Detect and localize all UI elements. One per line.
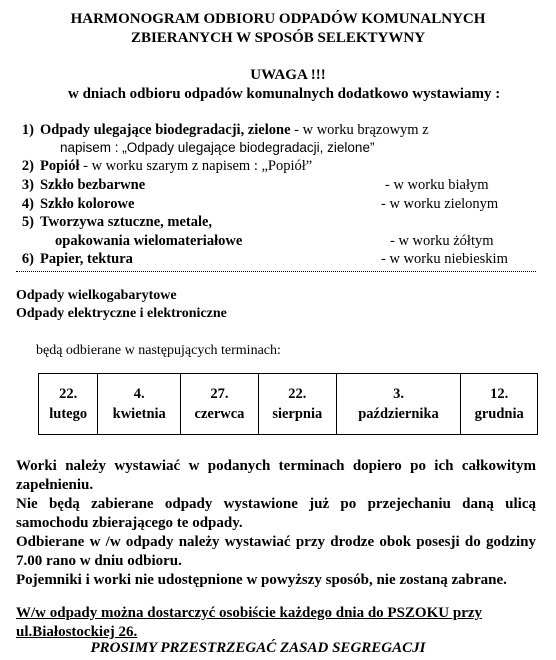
date-day: 22. (59, 386, 78, 402)
item-container: - w worku brązowym z (290, 122, 429, 138)
item-6 (12, 251, 133, 268)
footer-paragraph-3: Odbierane w /w odpady należy wystawiać przy drodze obok posesji do godziny 7.00 rano w dniu odbioru. (16, 534, 536, 569)
bulky-line-1: Odpady wielkogabarytowe (16, 288, 177, 303)
pszok-note: W/w odpady można dostarczyć osobiście każdego dnia do PSZOKU przy (16, 605, 483, 621)
date-month: czerwca (194, 406, 245, 422)
item-5 (12, 214, 212, 231)
footer-paragraph-4: Pojemniki i worki nie udostępnione w powyższy sposób, nie zostaną zabrane. (16, 572, 507, 588)
footer-paragraph-2: Nie będą zabierane odpady wystawione już po przejechaniu daną ulicą samochodu zbierającego te odpady. (16, 496, 536, 531)
dates-table (38, 373, 538, 435)
notice-heading: UWAGA !!! (250, 67, 326, 83)
item-5-name-line-2: opakowania wielomateriałowe (55, 233, 243, 249)
dotted-divider (16, 271, 536, 272)
item-3 (12, 177, 145, 194)
item-number: 6) (21, 251, 34, 267)
date-month: października (358, 406, 439, 422)
date-month: grudnia (474, 406, 524, 422)
item-2 (12, 158, 312, 175)
footer-paragraph-5-line-1 (16, 604, 482, 623)
title-line-1: HARMONOGRAM ODBIORU ODPADÓW KOMUNALNYCH (70, 11, 486, 27)
date-cell (39, 374, 98, 435)
date-day: 27. (210, 386, 229, 402)
bulky-line-2: Odpady elektryczne i elektroniczne (16, 306, 227, 321)
item-name: Papier, tektura (40, 251, 133, 267)
item-number: 1) (21, 122, 34, 138)
item-number: 2) (21, 158, 34, 174)
closing-line: PROSIMY PRZESTRZEGAĆ ZASAD SEGREGACJI (90, 640, 426, 656)
item-number: 3) (21, 177, 34, 193)
date-cell (258, 374, 336, 435)
item-6-container: - w worku niebieskim (381, 251, 508, 267)
date-month: lutego (49, 406, 88, 422)
item-1-label-line: napisem : „Odpady ulegające biodegradacji, zielone” (60, 140, 375, 155)
item-name: Odpady ulegające biodegradacji, zielone (40, 122, 291, 138)
date-day: 12. (490, 386, 509, 402)
item-3-container: - w worku białym (385, 177, 489, 193)
item-name: Tworzywa sztuczne, metale, (40, 214, 213, 230)
date-cell (336, 374, 461, 435)
date-cell (461, 374, 538, 435)
item-container: - w worku szarym z napisem : „Popiół” (79, 158, 313, 174)
title-line-2: ZBIERANYCH W SPOSÓB SELEKTYWNY (130, 30, 426, 46)
date-month: sierpnia (272, 406, 323, 422)
item-number: 4) (21, 196, 34, 212)
date-cell (98, 374, 181, 435)
bulky-intro: będą odbierane w następujących terminach: (36, 343, 281, 358)
item-4 (12, 196, 134, 213)
item-1 (12, 122, 429, 139)
item-name: Szkło kolorowe (40, 196, 135, 212)
item-5-container: - w worku żółtym (390, 233, 494, 249)
table-row (39, 374, 538, 435)
pszok-address: ul.Białostockiej 26. (16, 624, 138, 640)
date-month: kwietnia (112, 406, 166, 422)
item-4-container: - w worku zielonym (381, 196, 499, 212)
date-day: 4. (133, 386, 145, 402)
footer-paragraph-1: Worki należy wystawiać w podanych terminach dopiero po ich całkowitym zapełnieniu. (16, 458, 536, 493)
notice-subheading: w dniach odbioru odpadów komunalnych dodatkowo wystawiamy : (68, 86, 501, 102)
item-name: Popiół (40, 158, 80, 174)
date-cell (181, 374, 259, 435)
date-day: 22. (288, 386, 307, 402)
item-number: 5) (21, 214, 34, 230)
date-day: 3. (393, 386, 404, 402)
item-name: Szkło bezbarwne (40, 177, 146, 193)
